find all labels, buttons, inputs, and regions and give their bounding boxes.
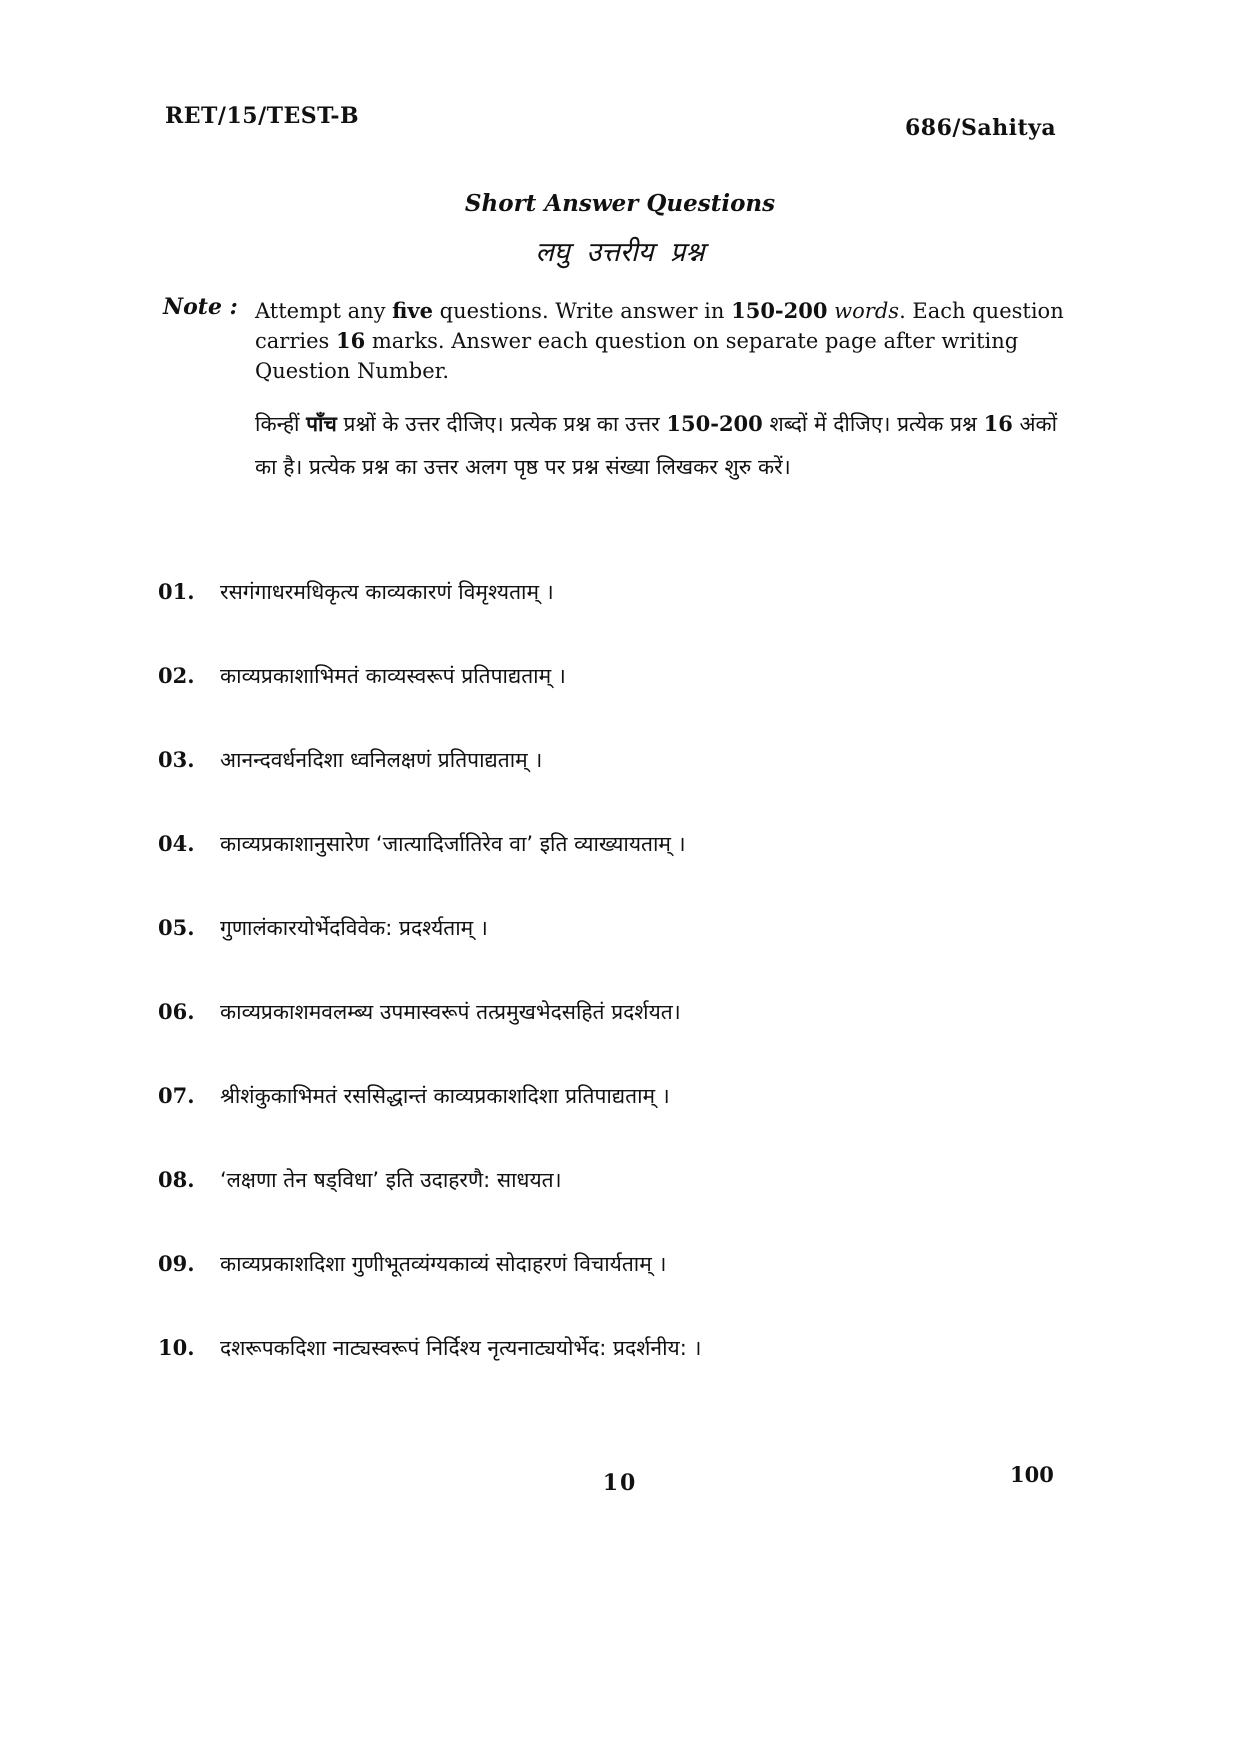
note-text-part: अंकों का है। प्रत्येक प्रश्न का उत्तर अलग पृष्ठ पर प्रश्न संख्या लिखकर शुरु करें। bbox=[255, 412, 1058, 479]
section-title-hindi: लघु उत्तरीय प्रश्न bbox=[535, 237, 705, 268]
question-text: काव्यप्रकाशानुसारेण ‘जात्यादिर्जातिरेव वा’ इति व्याख्यायताम् । bbox=[220, 832, 686, 856]
question-text: रसगंगाधरमधिकृत्य काव्यकारणं विमृश्यताम् । bbox=[220, 580, 554, 604]
note-text-part: Attempt any bbox=[255, 299, 393, 323]
note-emphasis: 150-200 bbox=[666, 411, 763, 436]
note-emphasis: 16 bbox=[335, 328, 366, 353]
question-item bbox=[158, 1082, 1078, 1166]
question-number: 04. bbox=[158, 831, 195, 856]
note-instructions-hindi bbox=[255, 402, 1067, 489]
note-text-part: किन्हीं bbox=[255, 412, 307, 436]
question-text: श्रीशंकुकाभिमतं रससिद्धान्तं काव्यप्रकाशदिशा प्रतिपाद्यताम् । bbox=[220, 1084, 670, 1108]
question-number: 09. bbox=[158, 1251, 195, 1276]
note-emphasis: 150-200 bbox=[731, 298, 828, 323]
question-item bbox=[158, 830, 1078, 914]
question-text: गुणालंकारयोर्भेदविवेक: प्रदर्श्यताम् । bbox=[220, 916, 488, 940]
question-item bbox=[158, 914, 1078, 998]
subject-code: 686/Sahitya bbox=[905, 115, 1057, 141]
note-text-part: . Each question carries bbox=[255, 299, 1064, 353]
note-emphasis: पाँच bbox=[306, 411, 337, 436]
question-text: काव्यप्रकाशमवलम्ब्य उपमास्वरूपं तत्प्रमुखभेदसहितं प्रदर्शयत। bbox=[220, 1000, 681, 1024]
question-number: 03. bbox=[158, 747, 195, 772]
question-number: 02. bbox=[158, 663, 195, 688]
question-item bbox=[158, 1334, 1078, 1418]
note-text-part: शब्दों में दीजिए। प्रत्येक प्रश्न bbox=[762, 412, 984, 436]
page-number: 10 bbox=[602, 1470, 638, 1496]
note-emphasis: 16 bbox=[983, 411, 1013, 436]
note-text-part: questions. Write answer in bbox=[433, 299, 732, 323]
page-total: 100 bbox=[1010, 1462, 1054, 1487]
question-text: काव्यप्रकाशदिशा गुणीभूतव्यंग्यकाव्यं सोदाहरणं विचार्यताम् । bbox=[220, 1252, 667, 1276]
question-text: आनन्दवर्धनदिशा ध्वनिलक्षणं प्रतिपाद्यताम् । bbox=[220, 748, 543, 772]
question-text: ‘लक्षणा तेन षड्विधा’ इति उदाहरणै: साधयत। bbox=[220, 1168, 562, 1192]
section-title-english: Short Answer Questions bbox=[464, 190, 776, 217]
note-instructions-english bbox=[255, 296, 1067, 386]
question-item bbox=[158, 578, 1078, 662]
question-number: 05. bbox=[158, 915, 195, 940]
note-italic: words bbox=[834, 299, 900, 323]
question-item bbox=[158, 1250, 1078, 1334]
question-number: 08. bbox=[158, 1167, 195, 1192]
question-number: 01. bbox=[158, 579, 195, 604]
question-number: 06. bbox=[158, 999, 195, 1024]
question-item bbox=[158, 998, 1078, 1082]
question-number: 10. bbox=[158, 1335, 195, 1360]
question-text: दशरूपकदिशा नाट्यस्वरूपं निर्दिश्य नृत्यनाट्ययोर्भेद: प्रदर्शनीय: । bbox=[220, 1336, 702, 1360]
note-emphasis: five bbox=[392, 298, 433, 323]
note-text-part: marks. Answer each question on separate page after writing Question Number. bbox=[255, 329, 1019, 383]
question-item bbox=[158, 746, 1078, 830]
question-item bbox=[158, 662, 1078, 746]
question-list bbox=[158, 578, 1078, 1418]
note-text-part: प्रश्नों के उत्तर दीजिए। प्रत्येक प्रश्न का उत्तर bbox=[336, 412, 667, 436]
question-number: 07. bbox=[158, 1083, 195, 1108]
question-item bbox=[158, 1166, 1078, 1250]
note-label: Note : bbox=[163, 294, 238, 320]
paper-code: RET/15/TEST-B bbox=[165, 103, 360, 129]
question-text: काव्यप्रकाशाभिमतं काव्यस्वरूपं प्रतिपाद्यताम् । bbox=[220, 664, 566, 688]
